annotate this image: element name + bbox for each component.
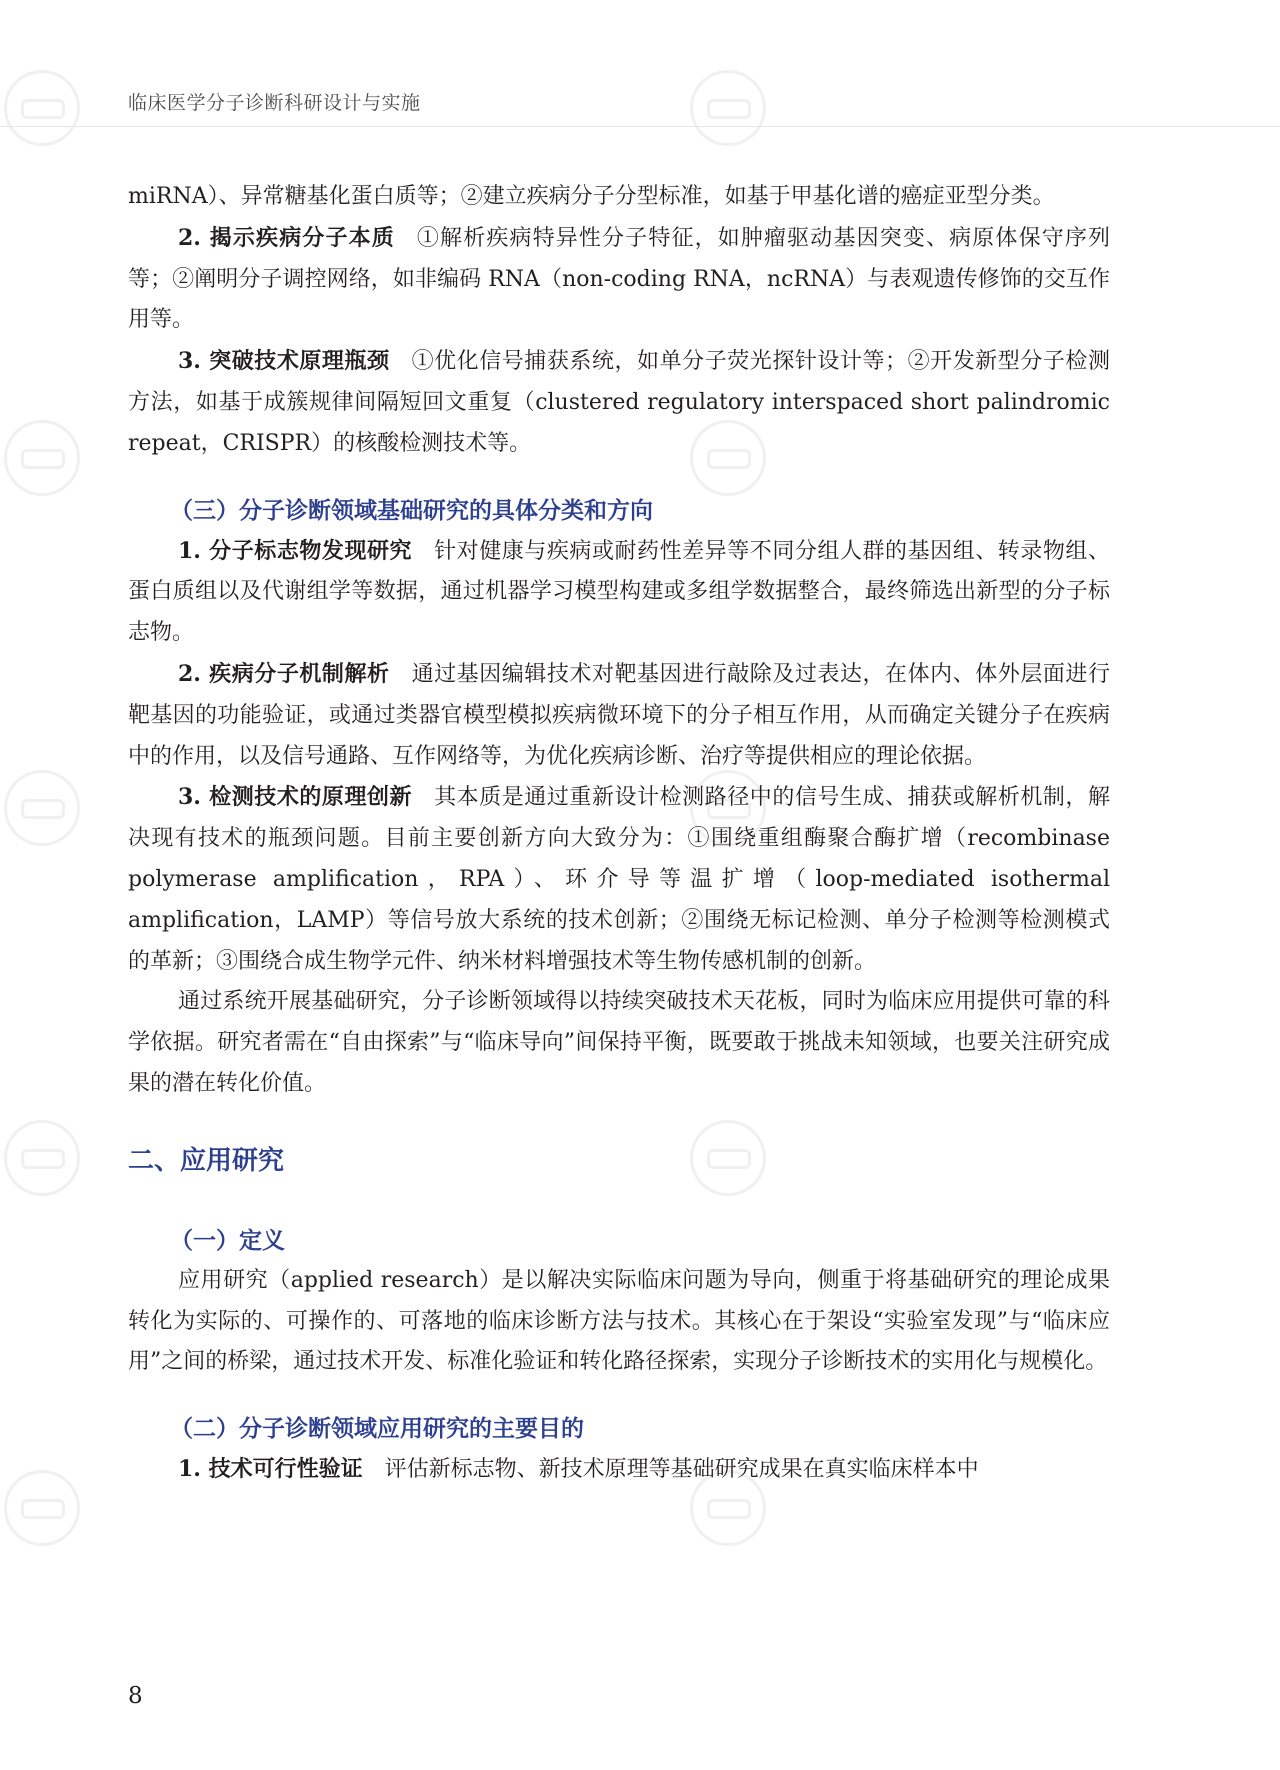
paragraph-lead: 3. 突破技术原理瓶颈 [178, 348, 390, 375]
paragraph-lead: 2. 揭示疾病分子本质 [178, 224, 395, 251]
paragraph [128, 654, 1110, 777]
running-header: 临床医学分子诊断科研设计与实施 [128, 92, 421, 114]
paragraph [128, 341, 1110, 464]
paragraph: miRNA）、异常糖基化蛋白质等；②建立疾病分子分型标准，如基于甲基化谱的癌症亚型分类。 [128, 184, 1055, 209]
section-heading: 二、应用研究 [128, 1145, 285, 1176]
paragraph: 应用研究（applied research）是以解决实际临床问题为导向，侧重于将基础研究的理论成果转化为实际的、可操作的、可落地的临床诊断方法与技术。其核心在于架设“实验室发现”与“临床应用”之间的桥梁，通过技术开发、标准化验证和转化路径探索，实现分子诊断技术的实用化与规模化。 [128, 1267, 1110, 1375]
paragraph-lead: 1. 技术可行性验证 [178, 1456, 363, 1483]
paragraph-lead: 2. 疾病分子机制解析 [178, 660, 390, 687]
subsection-heading: （二）分子诊断领域应用研究的主要目的 [170, 1416, 584, 1443]
page-body [128, 177, 1110, 1491]
watermark-logo-icon [4, 770, 80, 846]
paragraph-text: ①优化信号捕获系统，如单分子荧光探针设计等；②开发新型分子检测方法，如基于成簇规律间隔短回文重复（clustered regulatory interspaced short palindromic repeat，CRISPR）的核酸检测技术等。 [128, 349, 1110, 456]
paragraph-lead: 3. 检测技术的原理创新 [178, 784, 413, 811]
paragraph [128, 218, 1110, 341]
paragraph-text: ①解析疾病特异性分子特征，如肿瘤驱动基因突变、病原体保守序列等；②阐明分子调控网络，如非编码 RNA（non-coding RNA，ncRNA）与表观遗传修饰的交互作用等。 [128, 225, 1110, 333]
paragraph-text: 通过基因编辑技术对靶基因进行敲除及过表达，在体内、体外层面进行靶基因的功能验证，或通过类器官模型模拟疾病微环境下的分子相互作用，从而确定关键分子在疾病中的作用，以及信号通路、互作网络等，为优化疾病诊断、治疗等提供相应的理论依据。 [128, 661, 1110, 769]
paragraph-lead: 1. 分子标志物发现研究 [178, 537, 413, 564]
watermark-logo-icon [4, 420, 80, 496]
watermark-logo-icon [4, 1470, 80, 1546]
watermark-logo-icon [690, 70, 766, 146]
paragraph-text: 其本质是通过重新设计检测路径中的信号生成、捕获或解析机制，解决现有技术的瓶颈问题。目前主要创新方向大致分为：①围绕重组酶聚合酶扩增（recombinase polymerase amplification，RPA）、环介导等温扩增（loop-mediated isothermal amplification，LAMP）等信号放大系统的技术创新；②围绕无标记检测、单分子检测等检测模式的革新；③围绕合成生物学元件、纳米材料增强技术等生物传感机制的创新。 [128, 785, 1110, 974]
page-number: 8 [128, 1683, 143, 1709]
paragraph-text: 评估新标志物、新技术原理等基础研究成果在真实临床样本中 [384, 1457, 979, 1483]
paragraph [128, 1449, 1110, 1491]
watermark-logo-icon [4, 1120, 80, 1196]
paragraph-text: 针对健康与疾病或耐药性差异等不同分组人群的基因组、转录物组、蛋白质组以及代谢组学等数据，通过机器学习模型构建或多组学数据整合，最终筛选出新型的分子标志物。 [128, 538, 1110, 646]
header-divider [0, 126, 1280, 127]
paragraph [128, 777, 1110, 982]
subsection-heading: （三）分子诊断领域基础研究的具体分类和方向 [170, 497, 653, 524]
paragraph [128, 531, 1110, 654]
paragraph: 通过系统开展基础研究，分子诊断领域得以持续突破技术天花板，同时为临床应用提供可靠的科学依据。研究者需在“自由探索”与“临床导向”间保持平衡，既要敢于挑战未知领域，也要关注研究成果的潜在转化价值。 [128, 989, 1110, 1096]
subsection-heading: （一）定义 [170, 1227, 285, 1254]
watermark-logo-icon [4, 70, 80, 146]
